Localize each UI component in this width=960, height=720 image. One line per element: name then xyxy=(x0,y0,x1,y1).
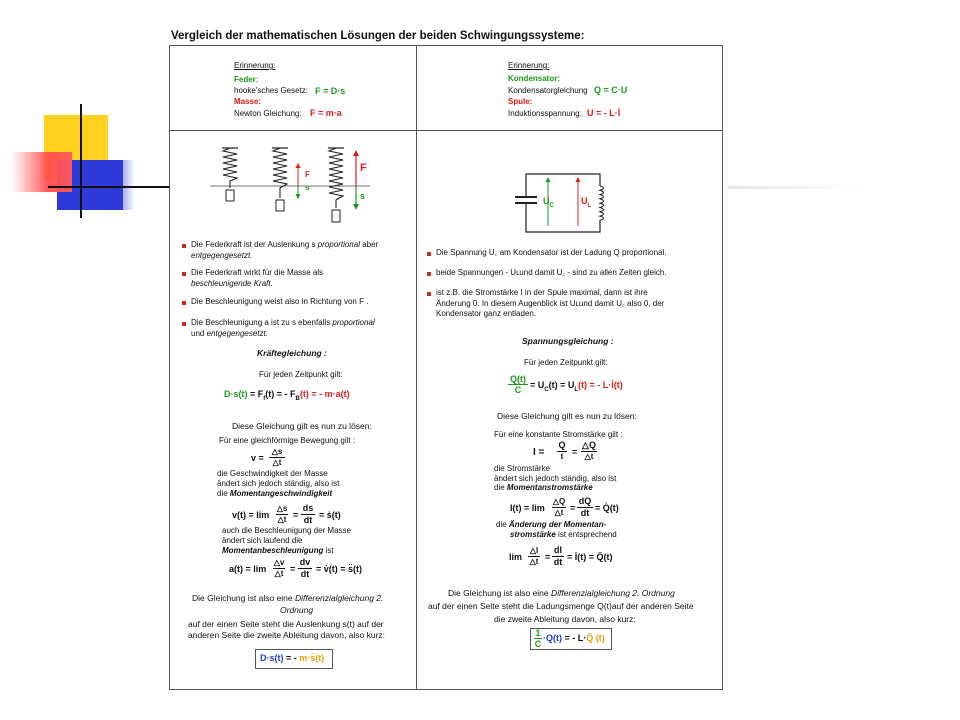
table-divider-vertical xyxy=(416,45,417,690)
it-num-2: dQ xyxy=(578,496,592,506)
voltage-eq-denominator: C xyxy=(514,385,522,395)
current-text-1: die Stromstärke xyxy=(494,464,551,473)
kond-text: Kondensatorgleichung xyxy=(508,86,588,95)
induk-formula: U = - L·İ xyxy=(587,108,621,118)
right-conclusion-3: die zweite Ableitung davon, also kurz: xyxy=(494,614,636,624)
current-text-3: die Momentanstromstärke xyxy=(494,483,593,492)
accel-text-3: Momentanbeschleunigung ist xyxy=(222,546,334,555)
left-solve: Diese Gleichung gilt es nun zu lösen: xyxy=(232,421,372,431)
change-text-2: stromstärke ist entsprechend xyxy=(510,530,617,539)
bullet-marker xyxy=(427,252,431,256)
voltage-equation: = $U_C(t) = U_L(t)$ = - L·İ(t) xyxy=(530,380,623,393)
heading-forces: Kräftegleichung : xyxy=(257,348,327,358)
force-equation: $D\cdot s(t) = F_f(t)$ = - $F_B(t)$ = - m·a(t) xyxy=(224,389,350,402)
bullet-marker xyxy=(182,301,186,305)
right-every-time: Für jeden Zeitpunkt gilt: xyxy=(524,358,608,367)
right-bullet-2: beide Spannungen - Uʟund damit U꜀ - sind zu allen Zeiten gleich. xyxy=(436,268,667,277)
diagram-label-s-small: s xyxy=(305,183,310,192)
di-equation-rhs: = İ(t) = Q̈(t) xyxy=(567,552,613,562)
current-num-1: Q xyxy=(558,440,566,450)
decor-vertical-line xyxy=(80,104,82,218)
it-den-2: dt xyxy=(580,508,590,518)
right-final-equation: ·Q(t) = - L·Q̈ (t) xyxy=(543,633,605,643)
change-text-1: die Änderung der Momentan- xyxy=(496,520,607,529)
voltage-eq-numerator: Q(t) xyxy=(510,374,526,384)
lc-circuit-diagram xyxy=(512,168,616,238)
right-bullet-3: ist z.B. die Stromstärke I in der Spule maximal, dann ist ihre Änderung 0. In diesem Augenblick ist Uʟund damit U꜀ also 0, der Kondensator ganz entladen. xyxy=(436,288,665,318)
decor-blue-fade xyxy=(105,160,135,210)
speed-text-3: die Momentangeschwindigkeit xyxy=(217,489,333,498)
velocity-numerator: △s xyxy=(271,447,283,456)
kondensator-label: Kondensator: xyxy=(508,74,560,83)
di-den-2: dt xyxy=(553,557,563,567)
it-den-1: △t xyxy=(554,508,564,517)
at-equation-rhs: = v̇(t) = s̈(t) xyxy=(316,564,363,574)
left-bullet-3: Die Beschleunigung weist also in Richtung von F . xyxy=(191,297,369,306)
constant-current-text: Für eine konstante Stromstärke gilt : xyxy=(494,430,623,439)
velocity-equation-lhs: v = xyxy=(251,453,264,463)
at-equals: = xyxy=(290,564,296,574)
hooke-text: hooke'sches Gesetz: xyxy=(234,86,309,95)
newton-text: Newton Gleichung: xyxy=(234,109,302,118)
bullet-marker xyxy=(427,272,431,276)
newton-formula: F = m·a xyxy=(310,108,342,118)
spule-label: Spule: xyxy=(508,97,533,106)
vt-num-1: △s xyxy=(276,504,288,513)
left-bullet-4: Die Beschleunigung a ist zu s ebenfalls proportional und entgegengesetzt. xyxy=(191,318,375,338)
heading-voltage: Spannungsgleichung : xyxy=(522,336,614,346)
it-equation-rhs: = Q̇(t) xyxy=(595,503,619,513)
circuit-label-ul: $U_L$ xyxy=(581,196,592,209)
it-num-1: △Q xyxy=(552,497,566,506)
vt-equals: = xyxy=(293,510,299,520)
right-reminder-heading: Erinnerung: xyxy=(508,61,550,70)
current-den-1: t xyxy=(560,452,564,461)
current-num-2: △Q xyxy=(582,440,596,450)
di-equals: = xyxy=(545,552,551,562)
left-conclusion-4: anderen Seite die zweite Ableitung davon, also kurz: xyxy=(188,630,386,640)
right-final-denominator: C xyxy=(534,639,542,649)
accel-text-1: auch die Beschleunigung der Masse xyxy=(222,526,351,535)
bullet-marker xyxy=(182,244,186,248)
left-every-time: Für jeden Zeitpunkt gilt: xyxy=(259,370,343,379)
speed-text-1: die Geschwindigkeit der Masse xyxy=(217,469,328,478)
uniform-motion-text: Für eine gleichförmige Bewegung gilt : xyxy=(219,436,356,445)
velocity-denominator: △t xyxy=(272,458,282,467)
left-final-equation: D·s(t) = - m·s̈(t) xyxy=(260,653,325,663)
at-den-1: △t xyxy=(274,569,284,578)
diagram-label-s-big: s xyxy=(360,191,366,201)
di-den-1: △t xyxy=(529,557,539,566)
di-num-1: △I xyxy=(529,546,539,555)
at-equation-lhs: a(t) = lim xyxy=(229,564,267,574)
left-bullet-2: Die Federkraft wirkt für die Masse als beschleunigende Kraft. xyxy=(191,268,324,288)
it-equals: = xyxy=(570,503,576,513)
circuit-label-uc: $U_C$ xyxy=(543,196,554,209)
current-den-2: △t xyxy=(584,452,594,461)
kond-formula: Q = C·U xyxy=(594,85,628,95)
at-num-2: dv xyxy=(299,557,311,567)
at-num-1: △v xyxy=(273,558,285,567)
right-solve: Diese Gleichung gilt es nun zu lösen: xyxy=(497,411,637,421)
left-bullet-1: Die Federkraft ist der Auslenkung s proportional aber entgegengesetzt. xyxy=(191,240,379,260)
vt-den-2: dt xyxy=(303,515,313,525)
feder-label: Feder: xyxy=(234,75,259,84)
page-title: Vergleich der mathematischen Lösungen der beiden Schwingungssysteme: xyxy=(171,30,585,42)
bullet-marker xyxy=(182,272,186,276)
at-den-2: dt xyxy=(300,569,310,579)
right-bullet-1: Die Spannung U꜀ am Kondensator ist der Ladung Q proportional. xyxy=(436,248,667,257)
current-equals: = xyxy=(572,447,578,457)
bullet-marker xyxy=(427,292,431,296)
table-divider-horizontal xyxy=(169,130,723,131)
masse-label: Masse: xyxy=(234,97,262,106)
spring-diagram xyxy=(210,148,390,230)
diagram-label-f-big: F xyxy=(360,162,367,174)
right-conclusion-1: Die Gleichung ist also eine Differenzialgleichung 2. Ordnung xyxy=(448,588,675,598)
vt-den-1: △t xyxy=(277,515,287,524)
bullet-marker xyxy=(182,322,186,326)
vt-num-2: ds xyxy=(302,503,314,513)
left-conclusion-3: auf der einen Seite steht die Auslenkung s(t) auf der xyxy=(188,619,384,629)
hooke-formula: F = D·s xyxy=(315,86,346,96)
right-conclusion-2: auf der einen Seite steht die Ladungsmenge Q(t)auf der anderen Seite xyxy=(428,601,694,611)
induk-text: Induktionsspannung: xyxy=(508,109,582,118)
left-conclusion-1: Die Gleichung ist also eine Differenzialgleichung 2. xyxy=(192,593,384,603)
right-final-numerator: 1 xyxy=(535,628,541,638)
di-num-2: dI xyxy=(554,545,562,555)
left-reminder-heading: Erinnerung: xyxy=(234,61,276,70)
accel-text-2: ändert sich laufend die xyxy=(222,536,303,545)
left-conclusion-2: Ordnung xyxy=(280,605,314,615)
it-equation-lhs: I(t) = lim xyxy=(510,503,545,513)
di-equation-lhs: lim xyxy=(509,552,523,562)
vt-equation-lhs: v(t) = lim xyxy=(232,510,270,520)
vt-equation-rhs: = ṡ(t) xyxy=(319,510,341,520)
decor-faint-line xyxy=(728,186,868,189)
diagram-label-f-small: F xyxy=(305,170,310,179)
current-equation-lhs: I = xyxy=(533,447,545,458)
decor-horizontal-line xyxy=(48,186,170,188)
current-text-2: ändert sich jedoch ständig, also ist xyxy=(494,474,617,483)
speed-text-2: ändert sich jedoch ständig, also ist xyxy=(217,479,340,488)
